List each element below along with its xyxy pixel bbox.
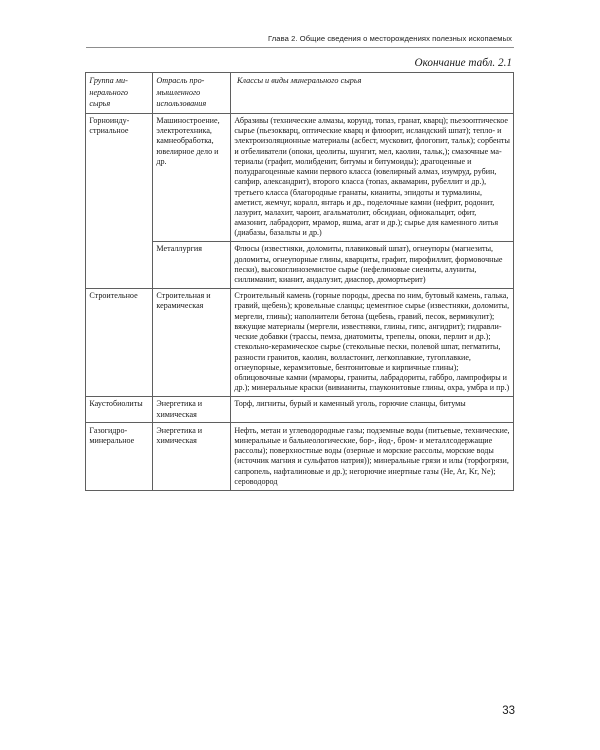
cell-branch: Металлургия <box>153 242 231 289</box>
table-container <box>85 72 513 491</box>
column-header-branch: Отрасль промышленного использования <box>153 73 231 114</box>
running-head: Глава 2. Общие сведения о месторождениях полезных ископаемых <box>268 34 512 43</box>
cell-branch: Энергетика и химическая <box>153 423 231 490</box>
table-row <box>86 113 514 242</box>
column-header-classes: Классы и виды минерального сырья <box>231 73 514 114</box>
cell-classes: Нефть, метан и углеводородные газы; подземные воды (питьевые, технические, минеральные и бальнеологические, бор-, йод-, бром- и металлсодержащие рассолы); поверхностные воды (озерные и морские рассолы, морские воды (источник магния и сульфатов натрия)); минеральные грязи и илы (торфогрязи, сапропель, нафталиновые и др.); негорючие инертные газы (He, Ar, Kr, Ne); сероводород <box>231 423 514 490</box>
table-row <box>86 423 514 490</box>
table-row <box>86 289 514 397</box>
cell-classes: Абразивы (технические алмазы, корунд, топаз, гранат, кварц); пьезооптическое сырье (пьезокварц, оптические кварц и флюорит, исландский шпат); тепло- и электроизоляционные материалы (асбест, мусковит, флогопит, тальк); сорбенты и отбеливатели (опоки, цеолиты, шунгит, мел, каолин, тальк,); смазочные материалы (графит, молибденит, битумы и битумоиды); драгоценные и полудрагоценные камни первого класса (ювелирный алмаз, изумруд, рубин, сапфир, александрит), второго класса (топаз, аквамарин, рубеллит и др.), третьего класса (благородные гранаты, кианиты, эпидоты и турмалины, аметист, жемчуг, коралл, янтарь и др., поделочные камни (нефрит, родонит, лазурит, малахит, чароит, агальматолит, обсидиан, офиокальцит, офит, амазонит, лабрадорит, мрамор, яшма, агат и др.); сырье для каменного литья (диабазы, базальты и др.) <box>231 113 514 242</box>
table-row <box>86 397 514 423</box>
cell-group: Каустобиолиты <box>86 397 153 423</box>
cell-classes: Строительный камень (горные породы, дресва по ним, бутовый камень, галька, гравий, щебень); кровельные сланцы; цементное сырье (известняки, доломиты, мергели, глины); наполнители бетона (щебень, гравий, песок, вермикулит); вяжущие материалы (мергели, известняки, глины, гипс, ангидрит); гидравлические добавки (трассы, пемза, диатомиты, трепелы, опоки, перлит и др.); стекольно-керамическое сырье (стекольные пески, полевой шпат, пегматиты, разности гранитов, каолин, волластонит, легкоплавкие, тугоплавкие, огнеупорные, керамзитовые, бентонитовые и кирпичные глины); облицовочные камни (мраморы, граниты, лабрадориты, габбро, лампрофиры и др.); минеральные краски (вивианиты, глауконитовые глины, охра, умбра и пр.) <box>231 289 514 397</box>
table-body <box>86 113 514 490</box>
mineral-raw-materials-table <box>85 72 514 491</box>
page-number: 33 <box>502 705 515 717</box>
cell-group: Горноиндустриальное <box>86 113 153 288</box>
cell-branch: Строительная и керамическая <box>153 289 231 397</box>
cell-branch: Машиностроение, электротехника, камнеобработка, ювелирное дело и др. <box>153 113 231 242</box>
cell-classes: Флюсы (известняки, доломиты, плавиковый шпат), огнеупоры (магнезиты, доломиты, огнеупорные глины, кварциты, графит, пирофиллит, формовочные пески), высокоглиноземистое сырье (нефелиновые сиениты, алуниты, силлиманит, кианит, андалузит, диаспор, дюмортьерит) <box>231 242 514 289</box>
table-header <box>86 73 514 114</box>
table-caption: Окончание табл. 2.1 <box>414 57 512 69</box>
cell-group: Строительное <box>86 289 153 397</box>
cell-classes: Торф, лигниты, бурый и каменный уголь, горючие сланцы, битумы <box>231 397 514 423</box>
column-header-group: Группа минерального сырья <box>86 73 153 114</box>
cell-group: Газогидроминеральное <box>86 423 153 490</box>
running-head-rule <box>86 47 514 48</box>
cell-branch: Энергетика и химическая <box>153 397 231 423</box>
table-header-row <box>86 73 514 114</box>
